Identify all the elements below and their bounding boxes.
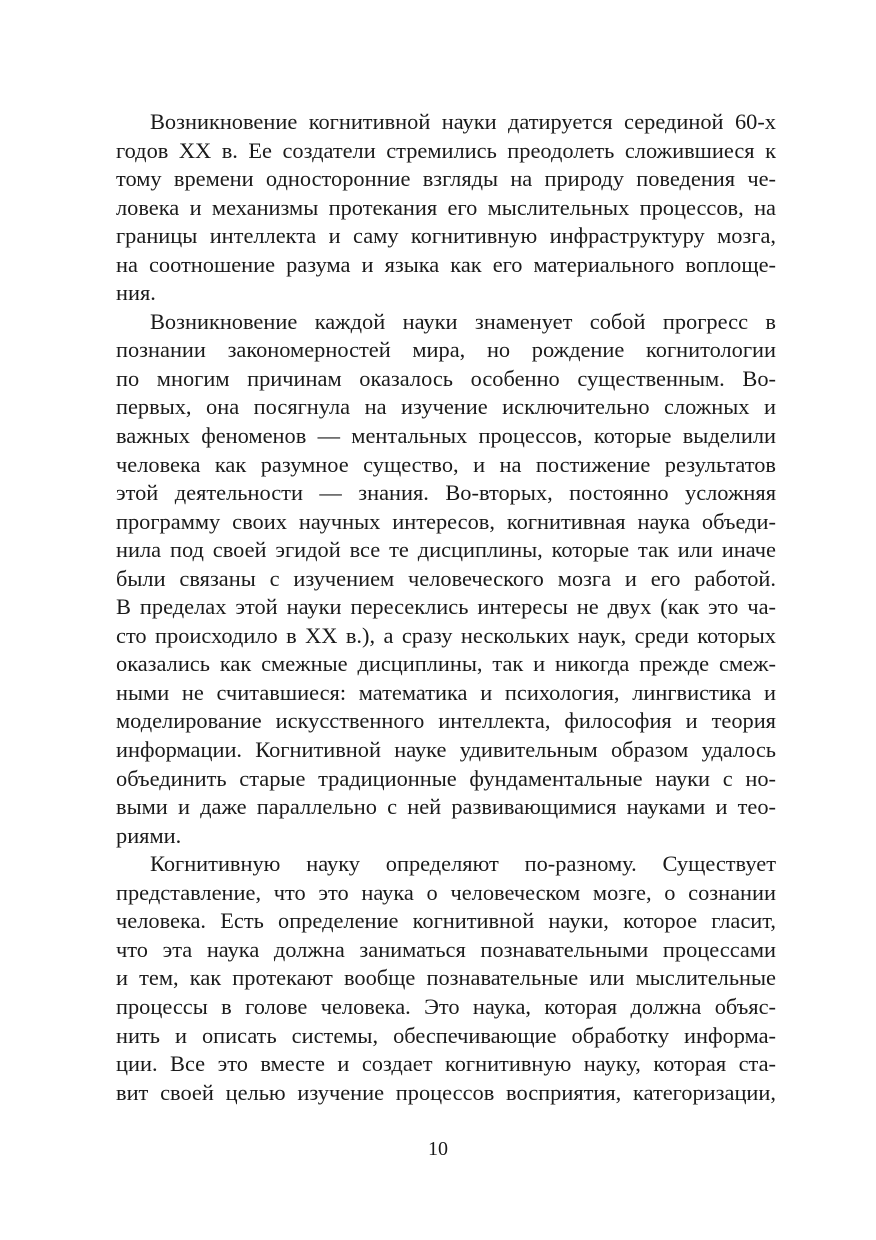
text-line: и тем, как протекают вообще познавательные или мыслительные [116, 965, 776, 991]
text-line: вит своей целью изучение процессов восприятия, категоризации, [116, 1079, 776, 1105]
text-line: информации. Когнитивной науке удивительным образом удалось [116, 737, 776, 763]
text-line: ными не считавшиеся: математика и психология, лингвистика и [116, 679, 776, 705]
text-line: границы интеллекта и саму когнитивную инфраструктуру мозга, [116, 223, 776, 249]
text-line: ции. Все это вместе и создает когнитивную науку, которая ста- [116, 1051, 776, 1077]
text-line: ловека и механизмы протекания его мыслительных процессов, на [116, 194, 776, 220]
text-line: программу своих научных интересов, когнитивная наука объеди- [116, 508, 776, 534]
text-line: риями. [116, 822, 182, 848]
paragraph-3 [116, 850, 776, 1107]
text-line: были связаны с изучением человеческого мозга и его работой. [116, 565, 776, 591]
text-line: нить и описать системы, обеспечивающие обработку информа- [116, 1022, 776, 1048]
text-line: ния. [116, 280, 156, 306]
text-line: выми и даже параллельно с ней развивающимися науками и тео- [116, 794, 776, 820]
text-line: на соотношение разума и языка как его материального воплоще- [116, 251, 776, 277]
paragraph-2 [116, 308, 776, 850]
text-line: первых, она посягнула на изучение исключительно сложных и [116, 394, 776, 420]
text-line: Возникновение когнитивной науки датируется серединой 60-х [150, 109, 776, 134]
text-line: познании закономерностей мира, но рождение когнитологии [116, 337, 776, 363]
text-line: тому времени односторонние взгляды на природу поведения че- [116, 166, 776, 192]
text-line: моделирование искусственного интеллекта, философия и теория [116, 708, 776, 734]
text-line: этой деятельности — знания. Во-вторых, постоянно усложняя [116, 480, 776, 506]
text-line: В пределах этой науки пересеклись интересы не двух (как это ча- [116, 594, 776, 620]
text-line: годов XX в. Ее создатели стремились преодолеть сложившиеся к [116, 137, 776, 163]
text-line: сто происходило в XX в.), а сразу нескольких наук, среди которых [116, 622, 776, 648]
text-line: важных феноменов — ментальных процессов, которые выделили [116, 423, 776, 449]
text-line: процессы в голове человека. Это наука, которая должна объяс- [116, 993, 776, 1019]
text-line: оказались как смежные дисциплины, так и никогда прежде смеж- [116, 651, 776, 677]
text-line: что эта наука должна заниматься познавательными процессами [116, 936, 776, 962]
paragraph-1 [116, 108, 776, 308]
page-number: 10 [428, 1138, 448, 1160]
page-body [116, 108, 776, 1107]
text-line: представление, что это наука о человеческом мозге, о сознании [116, 879, 776, 905]
text-line: человека как разумное существо, и на постижение результатов [116, 451, 776, 477]
text-line: человека. Есть определение когнитивной науки, которое гласит, [116, 908, 776, 934]
text-line: Когнитивную науку определяют по-разному. Существует [150, 851, 776, 877]
text-line: объединить старые традиционные фундаментальные науки с но- [116, 765, 776, 791]
text-line: Возникновение каждой науки знаменует собой прогресс в [150, 308, 776, 334]
text-line: по многим причинам оказалось особенно существенным. Во- [116, 365, 776, 391]
text-line: нила под своей эгидой все те дисциплины, которые так или иначе [116, 537, 776, 563]
